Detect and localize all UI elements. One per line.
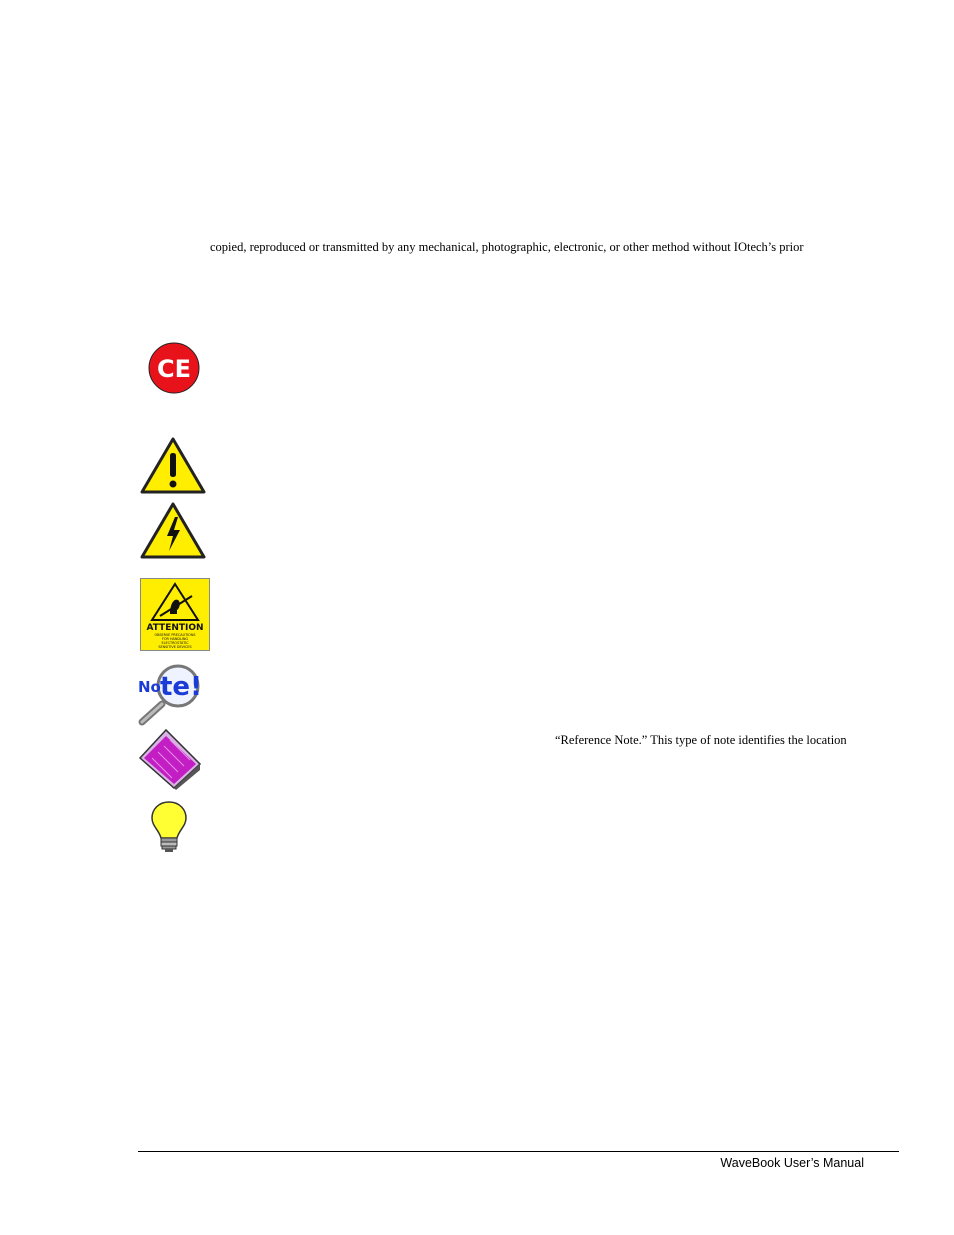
caution-icon <box>140 437 206 494</box>
note-label-right: te! <box>160 672 202 702</box>
esd-line-3: ELECTROSTATIC <box>161 641 189 645</box>
high-voltage-icon <box>140 502 206 559</box>
esd-attention-icon <box>140 578 210 651</box>
footer-divider <box>138 1151 899 1152</box>
ce-mark-icon <box>148 342 202 394</box>
esd-title: ATTENTION <box>146 623 204 633</box>
footer-manual-title: WaveBook User’s Manual <box>720 1156 864 1170</box>
esd-line-2: FOR HANDLING <box>161 637 189 641</box>
note-magnifier-icon <box>136 664 202 726</box>
copyright-text: copied, reproduced or transmitted by any mechanical, photographic, electronic, or other method without IOtech’s prior <box>210 240 804 254</box>
reference-book-icon <box>138 728 204 790</box>
esd-line-4: SENSITIVE DEVICES <box>158 645 192 649</box>
reference-note-text: “Reference Note.” This type of note identifies the location <box>555 733 847 747</box>
tip-lightbulb-icon <box>149 800 189 854</box>
note-label-left: No <box>138 678 161 696</box>
esd-line-1: OBSERVE PRECAUTIONS <box>154 633 196 637</box>
ce-mark-label: CE <box>156 355 192 383</box>
